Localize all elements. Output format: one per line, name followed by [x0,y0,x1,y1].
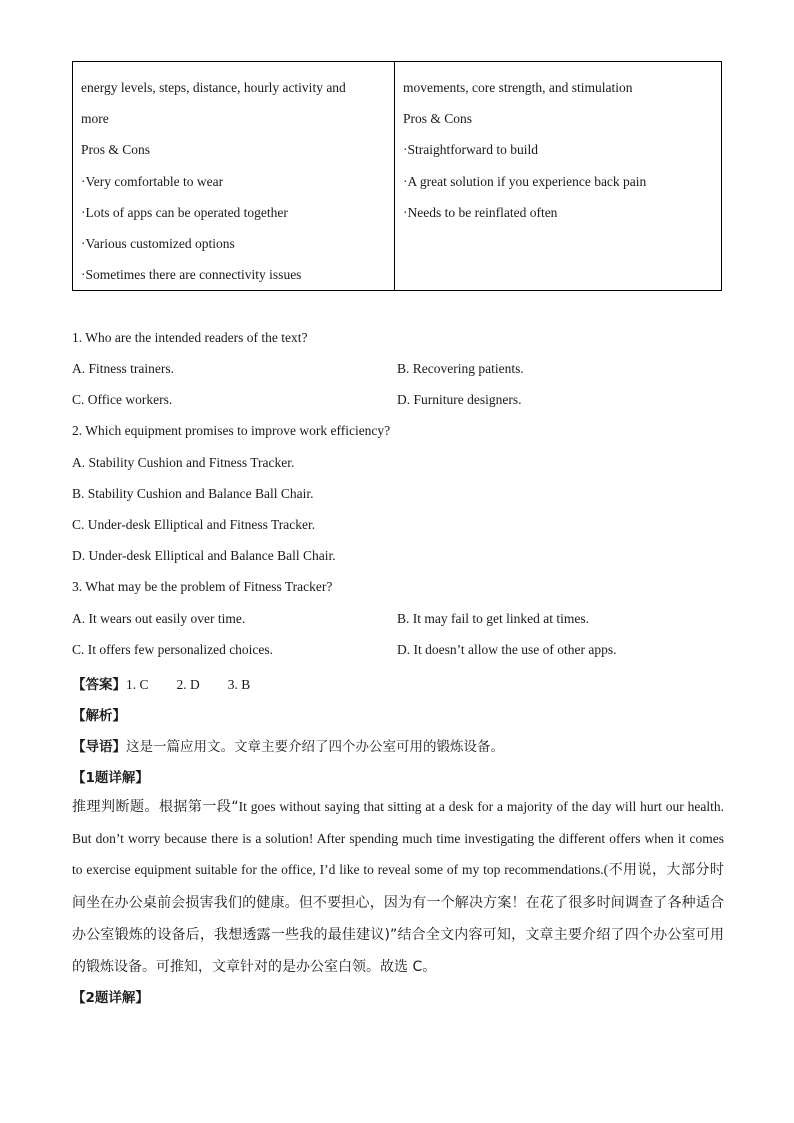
answer-3: 3. B [227,677,251,692]
intro-label: 【导语】 [72,739,126,755]
cell-line: ·Lots of apps can be operated together [81,204,288,220]
question-2-option-b: B. Stability Cushion and Balance Ball Chair. [72,486,314,501]
cell-line: ·Needs to be reinflated often [403,204,558,220]
question-2-option-a: A. Stability Cushion and Fitness Tracker. [72,455,295,470]
question-1-option-a: A. Fitness trainers. [72,361,174,376]
analysis-label: 【解析】 [72,708,126,724]
question-2-stem: 2. Which equipment promises to improve work efficiency? [72,423,391,438]
question-1-option-b: B. Recovering patients. [397,361,524,376]
answer-1: 1. C [126,677,149,692]
product-comparison-table [72,61,722,291]
question-2-option-c: C. Under-desk Elliptical and Fitness Tracker. [72,517,316,532]
question-3-option-a: A. It wears out easily over time. [72,611,246,626]
cell-line: ·A great solution if you experience back pain [403,173,647,189]
cell-line: Pros & Cons [403,111,473,127]
answer-line [72,673,250,693]
q1-detail-heading: 【1题详解】 [72,770,149,786]
question-3-stem: 3. What may be the problem of Fitness Tracker? [72,579,333,594]
q1-detail-paragraph [72,791,724,983]
intro-line [72,735,504,755]
cell-line: more [81,111,109,127]
q2-detail-heading: 【2题详解】 [72,990,149,1006]
table-cell-left [73,62,395,291]
cell-line: movements, core strength, and stimulation [403,80,633,95]
cell-line: ·Very comfortable to wear [81,173,224,189]
question-3-option-b: B. It may fail to get linked at times. [397,611,589,626]
q1-detail-intro: 推理判断题。根据第一段“ [72,799,239,815]
cell-line: Pros & Cons [81,142,151,158]
question-1-option-d: D. Furniture designers. [397,392,522,407]
question-1-stem: 1. Who are the intended readers of the text? [72,330,308,345]
question-3-option-c: C. It offers few personalized choices. [72,642,274,657]
answer-2: 2. D [176,677,200,692]
cell-line: ·Sometimes there are connectivity issues [81,267,302,283]
table-cell-right [395,62,722,291]
cell-line: ·Straightforward to build [403,142,538,158]
answer-label: 【答案】 [72,677,126,693]
question-1-option-c: C. Office workers. [72,392,173,407]
question-2-option-d: D. Under-desk Elliptical and Balance Ball Chair. [72,548,336,563]
q1-detail-quote: It goes without saying that sitting at a desk for a majority of the day will hurt our health. But don’t worry because there is a solution! After spending much time investigating the different offers when it comes to exercise equipment suitable for the office, I’d like to reveal some of my top recommendations.( [72,799,724,878]
cell-line: ·Various customized options [81,236,235,252]
intro-text: 这是一篇应用文。文章主要介绍了四个办公室可用的锻炼设备。 [126,739,504,755]
q1-detail-explanation: 不用说，大部分时间坐在办公桌前会损害我们的健康。但不要担心，因为有一个解决方案！在花了很多时间调查了各种适合办公室锻炼的设备后，我想透露一些我的最佳建议)”结合全文内容可知，文章主要介绍了四个办公室可用的锻炼设备。可推知，文章针对的是办公室白领。故选 C。 [72,862,725,976]
table-row [73,62,722,291]
question-3-option-d: D. It doesn’t allow the use of other apps. [397,642,617,657]
cell-line: energy levels, steps, distance, hourly activity and [81,80,346,95]
